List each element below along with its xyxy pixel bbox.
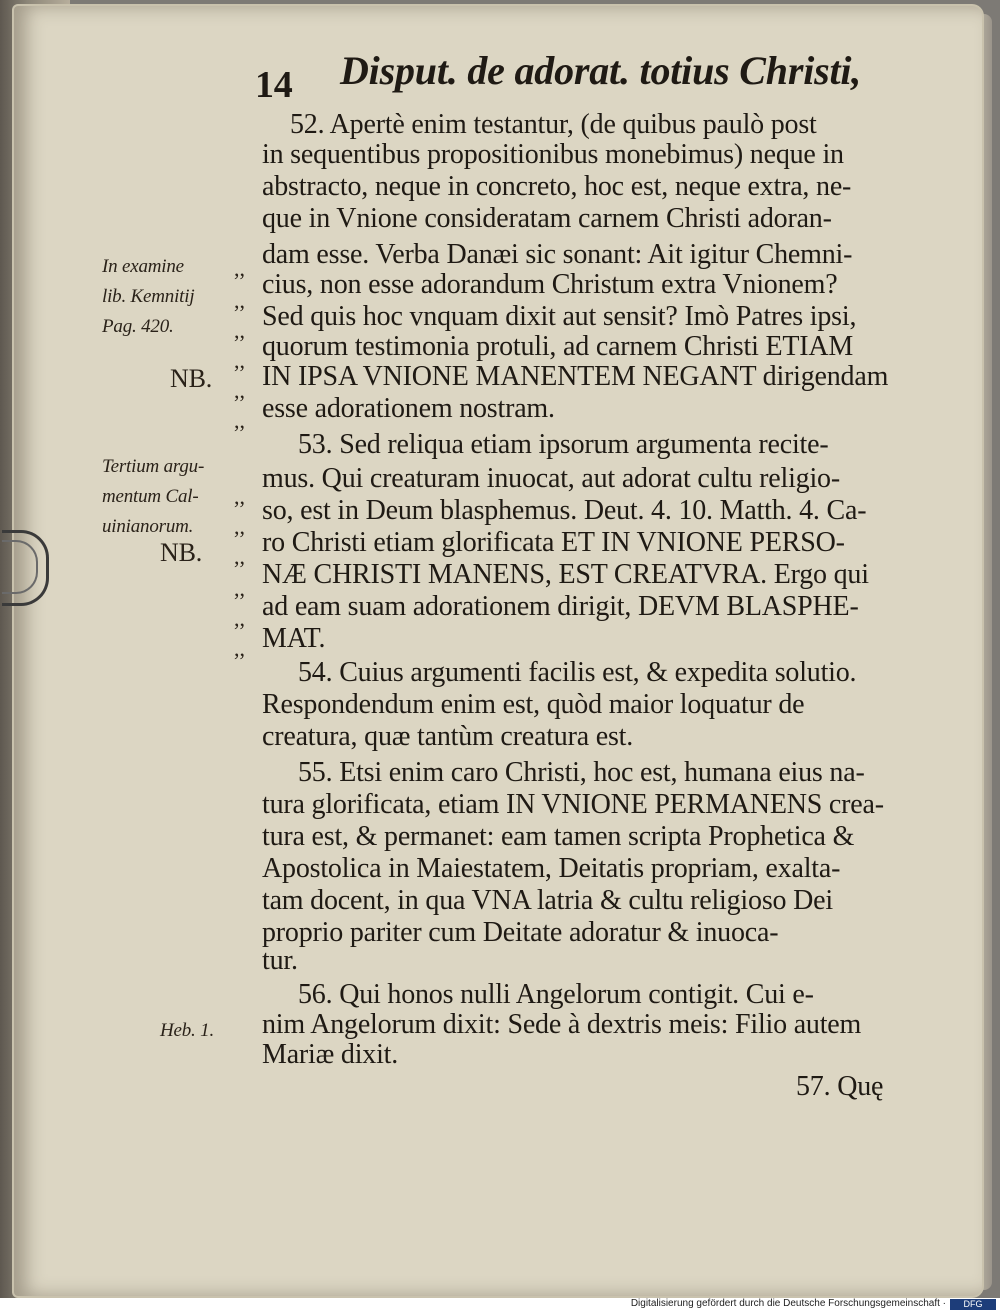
paper-clip-inner (2, 540, 38, 594)
quote-mark: ,, (234, 408, 245, 433)
quote-mark: ,, (234, 378, 245, 403)
catchword: 57. Quę (796, 1071, 884, 1102)
text-line: in sequentibus propositionibus monebimus) neque in (262, 139, 844, 170)
text-line: nim Angelorum dixit: Sede à dextris meis: Filio autem (262, 1009, 862, 1040)
margin-note: Tertium argu- (102, 456, 205, 477)
quote-mark: ,, (234, 484, 245, 509)
text-line: 55. Etsi enim caro Christi, hoc est, humana eius na- (298, 757, 865, 788)
margin-note: mentum Cal- (102, 486, 199, 507)
text-line: 54. Cuius argumenti facilis est, & expedita solutio. (298, 657, 857, 688)
quote-mark: ,, (234, 514, 245, 539)
margin-note: In examine (102, 256, 184, 277)
text-line: so, est in Deum blasphemus. Deut. 4. 10. Matth. 4. Ca- (262, 495, 867, 526)
running-title: Disput. de adorat. totius Christi, (340, 48, 862, 93)
quote-mark: ,, (234, 576, 245, 601)
text-line: MAT. (262, 623, 326, 654)
text-line: NÆ CHRISTI MANENS, EST CREATVRA. Ergo qui (262, 559, 869, 590)
margin-nb: NB. (160, 538, 203, 567)
margin-note: lib. Kemnitij (102, 286, 195, 307)
text-line: ro Christi etiam glorificata ET IN VNIONE PERSO- (262, 527, 845, 558)
text-line: 56. Qui honos nulli Angelorum contigit. Cui e- (298, 979, 814, 1010)
text-line: tur. (262, 945, 298, 976)
quote-mark: ,, (234, 256, 245, 281)
margin-note: Heb. 1. (160, 1020, 215, 1041)
text-line: mus. Qui creaturam inuocat, aut adorat cultu religio- (262, 463, 840, 494)
text-line: cius, non esse adorandum Christum extra Vnionem? (262, 269, 838, 300)
text-line: tura glorificata, etiam IN VNIONE PERMANENS crea- (262, 789, 884, 820)
text-line: tura est, & permanet: eam tamen scripta Prophetica & (262, 821, 855, 852)
text-line: dam esse. Verba Danæi sic sonant: Ait igitur Chemni- (262, 239, 853, 270)
text-line: que in Vnione consideratam carnem Christi adoran- (262, 203, 832, 234)
text-line: tam docent, in qua VNA latria & cultu religioso Dei (262, 885, 833, 916)
text-line: Mariæ dixit. (262, 1039, 399, 1070)
quote-mark: ,, (234, 288, 245, 313)
text-line: 52. Apertè enim testantur, (de quibus paulò post (290, 109, 817, 140)
quote-mark: ,, (234, 318, 245, 343)
dfg-logo: DFG (950, 1299, 996, 1310)
text-line: quorum testimonia protuli, ad carnem Christi ETIAM (262, 331, 854, 362)
text-line: ad eam suam adorationem dirigit, DEVM BLASPHE- (262, 591, 859, 622)
quote-mark: ,, (234, 606, 245, 631)
page-number: 14 (255, 64, 293, 106)
quote-mark: ,, (234, 636, 245, 661)
quote-mark: ,, (234, 544, 245, 569)
text-line: IN IPSA VNIONE MANENTEM NEGANT dirigendam (262, 361, 889, 392)
margin-note: Pag. 420. (102, 316, 174, 337)
margin-nb: NB. (170, 364, 213, 393)
text-line: Apostolica in Maiestatem, Deitatis propriam, exalta- (262, 853, 841, 884)
margin-note: uinianorum. (102, 516, 194, 537)
footer-credit: Digitalisierung gefördert durch die Deutsche Forschungsgemeinschaft · (630, 1298, 946, 1309)
text-line: abstracto, neque in concreto, hoc est, neque extra, ne- (262, 171, 852, 202)
text-line: 53. Sed reliqua etiam ipsorum argumenta recite- (298, 429, 829, 460)
digitization-footer (0, 1298, 1000, 1312)
text-line: Sed quis hoc vnquam dixit aut sensit? Imò Patres ipsi, (262, 301, 857, 332)
text-line: proprio pariter cum Deitate adoratur & inuoca- (262, 917, 779, 948)
text-line: creatura, quæ tantùm creatura est. (262, 721, 634, 752)
text-line: Respondendum enim est, quòd maior loquatur de (262, 689, 805, 720)
quote-mark: ,, (234, 348, 245, 373)
text-line: esse adorationem nostram. (262, 393, 555, 424)
